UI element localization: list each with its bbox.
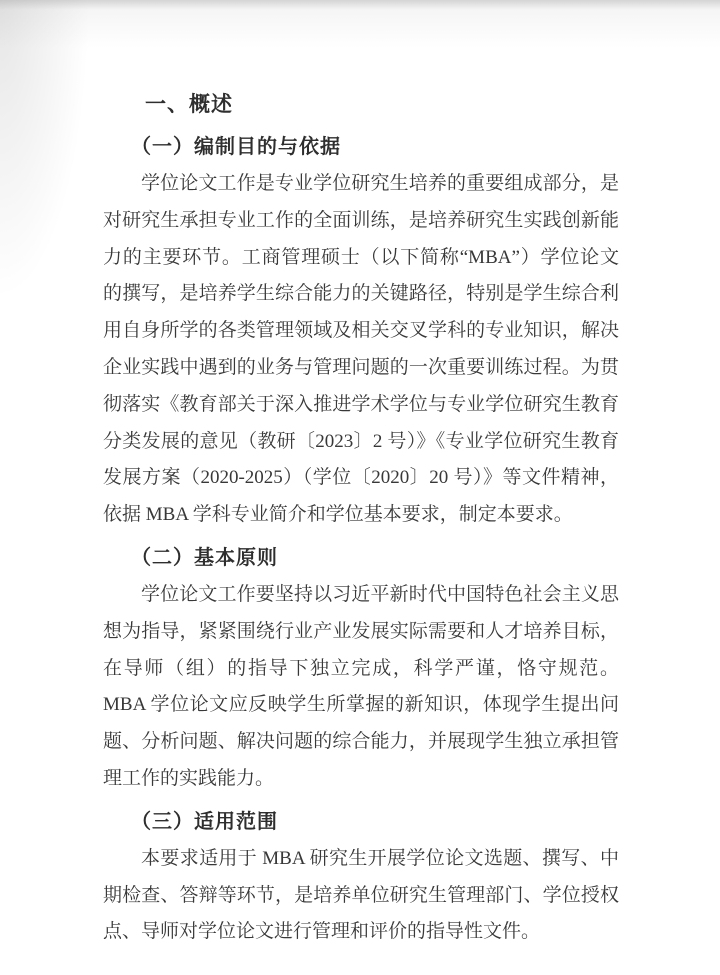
document-body: [103, 86, 619, 951]
section-heading-overview: 一、概述: [145, 92, 233, 116]
scan-shadow-left: [0, 0, 90, 300]
scan-shadow-top: [0, 0, 720, 48]
paragraph-basic-principles: 学位论文工作要坚持以习近平新时代中国特色社会主义思想为指导，紧紧围绕行业产业发展实际需要和人才培养目标，在导师（组）的指导下独立完成，科学严谨，恪守规范。MBA 学位论文应反映学生所掌握的新知识，体现学生提出问题、分析问题、解决问题的综合能力，并展现学生独立承担管理工作的实践能力。: [103, 583, 619, 789]
subsection-heading-basic-principles: （二）基本原则: [131, 546, 278, 569]
subsection-heading-scope: （三）适用范围: [131, 810, 278, 833]
subsection-heading-purpose-basis: （一）编制目的与依据: [131, 136, 341, 158]
paragraph-scope: 本要求适用于 MBA 研究生开展学位论文选题、撰写、中期检查、答辩等环节，是培养单位研究生管理部门、学位授权点、导师对学位论文进行管理和评价的指导性文件。: [103, 847, 619, 943]
paragraph-purpose-basis: 学位论文工作是专业学位研究生培养的重要组成部分，是对研究生承担专业工作的全面训练，是培养研究生实践创新能力的主要环节。工商管理硕士（以下简称“MBA”）学位论文的撰写，是培养学生综合能力的关键路径，特别是学生综合利用自身所学的各类管理领域及相关交叉学科的专业知识，解决企业实践中遇到的业务与管理问题的一次重要训练过程。为贯彻落实《教育部关于深入推进学术学位与专业学位研究生教育分类发展的意见（教研〔2023〕2 号）》《专业学位研究生教育发展方案（2020-2025）（学位〔2020〕20 号）》等文件精神，依据 MBA 学科专业简介和学位基本要求，制定本要求。: [103, 173, 619, 526]
